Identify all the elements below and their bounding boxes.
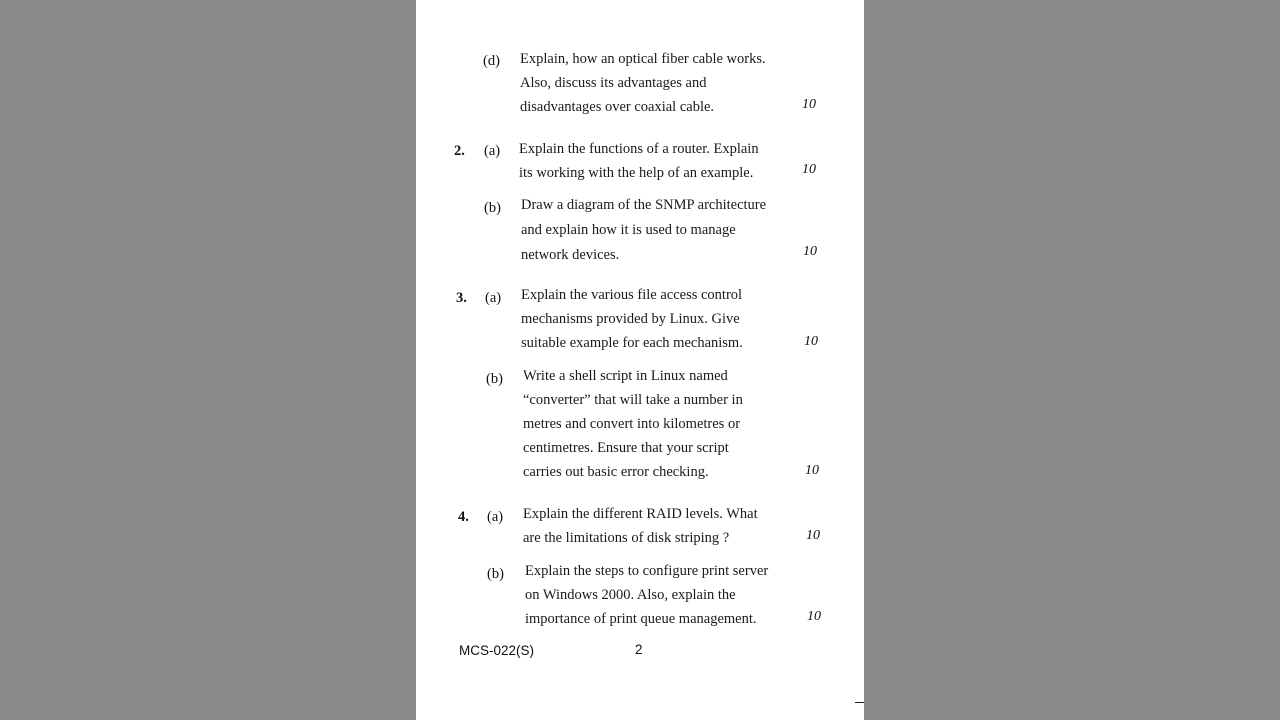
question-text-2b xyxy=(521,193,789,267)
question-text-3a xyxy=(521,283,789,355)
text-line: network devices. xyxy=(521,247,620,263)
text-line: centimetres. Ensure that your script xyxy=(523,440,729,456)
text-line: its working with the help of an example. xyxy=(519,165,754,181)
text-line: importance of print queue management. xyxy=(525,611,757,627)
marks-1d: 10 xyxy=(802,97,816,112)
text-line: Write a shell script in Linux named xyxy=(523,368,728,384)
marks-2b: 10 xyxy=(803,244,817,259)
text-line: Explain the steps to configure print server xyxy=(525,563,769,579)
part-label-3a: (a) xyxy=(485,290,502,306)
question-text-1d xyxy=(520,47,788,119)
question-text-4b xyxy=(525,559,793,631)
part-label-4b: (b) xyxy=(487,566,504,582)
text-line: Draw a diagram of the SNMP architecture xyxy=(521,197,767,213)
text-line: and explain how it is used to manage xyxy=(521,222,736,238)
text-line: Explain the functions of a router. Explain xyxy=(519,141,759,157)
part-label-3b: (b) xyxy=(486,371,503,387)
part-label-1d: (d) xyxy=(483,53,500,69)
text-line: carries out basic error checking. xyxy=(523,464,709,480)
part-label-4a: (a) xyxy=(487,509,504,525)
text-line: disadvantages over coaxial cable. xyxy=(520,99,715,115)
part-label-2b: (b) xyxy=(484,200,501,216)
text-line: Explain the different RAID levels. What xyxy=(523,506,758,522)
marks-3b: 10 xyxy=(805,463,819,478)
course-code: MCS-022(S) xyxy=(459,643,535,658)
text-line: suitable example for each mechanism. xyxy=(521,335,743,351)
question-number-3: 3. xyxy=(456,290,467,306)
question-number-4: 4. xyxy=(458,509,469,525)
text-line: Also, discuss its advantages and xyxy=(520,75,707,91)
text-line: on Windows 2000. Also, explain the xyxy=(525,587,736,603)
document-page xyxy=(416,0,864,720)
marks-4b: 10 xyxy=(807,609,821,624)
edge-mark xyxy=(855,702,864,703)
question-text-2a xyxy=(519,137,787,185)
part-label-2a: (a) xyxy=(484,143,501,159)
text-line: Explain the various file access control xyxy=(521,287,743,303)
marks-2a: 10 xyxy=(802,162,816,177)
text-line: Explain, how an optical fiber cable works. xyxy=(520,51,766,67)
text-line: metres and convert into kilometres or xyxy=(523,416,741,432)
text-line: mechanisms provided by Linux. Give xyxy=(521,311,740,327)
marks-3a: 10 xyxy=(804,334,818,349)
text-line: “converter” that will take a number in xyxy=(523,392,743,408)
marks-4a: 10 xyxy=(806,528,820,543)
question-text-4a xyxy=(523,502,791,550)
question-text-3b xyxy=(523,364,791,484)
question-number-2: 2. xyxy=(454,143,465,159)
page-number: 2 xyxy=(635,642,643,657)
text-line: are the limitations of disk striping ? xyxy=(523,530,730,546)
